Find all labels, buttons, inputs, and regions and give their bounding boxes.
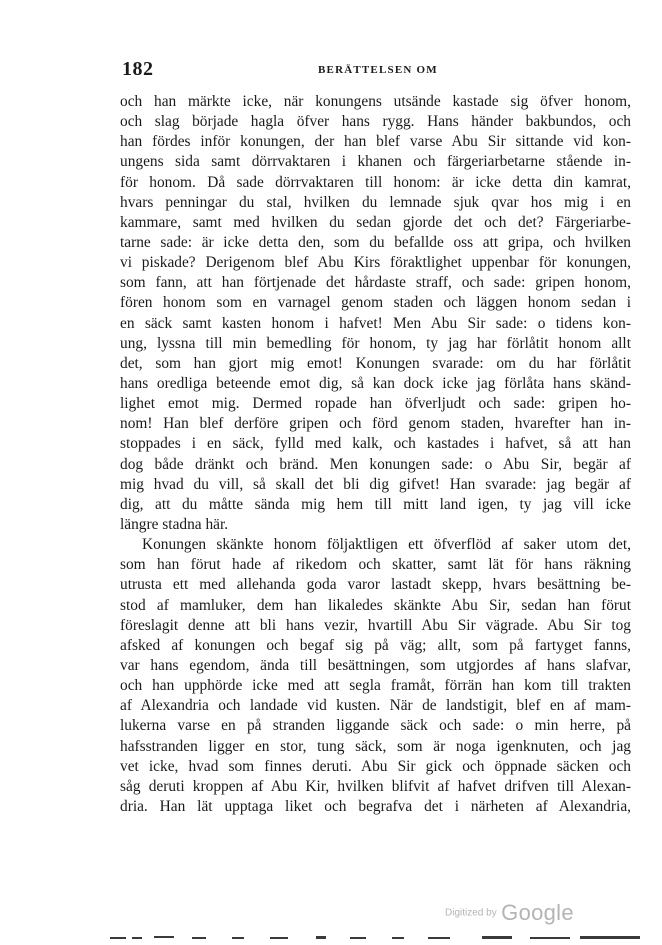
- text-line: och han upphörde icke med att segla framåt, förrän han kom till trakten: [120, 677, 631, 695]
- footer-scan-marks: [110, 935, 645, 940]
- text-line: såg deruti kroppen af Abu Kir, hvilken blifvit af hafvet drifven till Alexan-: [120, 777, 631, 795]
- text-line: mig hvad du vill, så skall det bli dig gifvet! Han svarade: jag begär af: [120, 475, 631, 493]
- text-line: dig, att du måtte sända mig hem till mitt land igen, ty jag vill icke: [120, 495, 631, 513]
- text-line: fören honom som en varnagel genom staden och läggen honom sedan i: [120, 294, 631, 312]
- text-line: det, som han gjort mig emot! Konungen svarade: om du har förlåtit: [120, 354, 631, 372]
- google-logo: Google: [501, 900, 574, 925]
- text-line: stod af mamluker, dem han likaledes skänkte Abu Sir, sedan han förut: [120, 596, 631, 614]
- text-line: tarne sade: är icke detta den, som du befallde oss att gripa, och hvilken: [120, 233, 631, 251]
- text-line: kammare, samt med hvilken du sedan gjorde det och det? Färgeriarbe-: [120, 213, 631, 231]
- digitized-by-watermark: [445, 900, 574, 926]
- text-line: hans oredliga beteende emot dig, så kan dock icke jag förlåta hans skänd-: [120, 374, 631, 392]
- text-line: och slag började hagla öfver hans rygg. Hans händer bakbundos, och: [120, 113, 631, 131]
- text-line: utrusta ett med allehanda goda varor lastadt skepp, hvars besättning be-: [120, 576, 631, 594]
- text-line: hvars penningar du stal, hvilken du lemnade sjuk qvar hos mig i en: [120, 193, 631, 211]
- text-line: ungens sida samt dörrvaktaren i khanen och färgeriarbetarne stående in-: [120, 153, 631, 171]
- body-text: [120, 92, 631, 817]
- text-line: nom! Han blef derföre gripen och förd genom staden, hvarefter han in-: [120, 415, 631, 433]
- text-line: lukerna varse en på stranden liggande säck och sade: o min herre, på: [120, 717, 631, 735]
- text-line: och han märkte icke, när konungens utsände kastade sig öfver honom,: [120, 93, 631, 110]
- text-line: stoppades i en säck, fylld med kalk, och kastades i hafvet, så att han: [120, 435, 631, 453]
- text-line: som han förut hade af rikedom och skatter, samt lät för hans räkning: [120, 556, 631, 574]
- text-line: längre stadna här.: [120, 515, 229, 533]
- text-line: af Alexandria och landade vid kusten. När de landstigit, blef en af mam-: [120, 697, 631, 715]
- watermark-prefix: Digitized by: [445, 907, 497, 919]
- page-header: [122, 58, 632, 84]
- text-line: föreslagit denne att bli hans vezir, hvartill Abu Sir vägrade. Abu Sir tog: [120, 616, 631, 634]
- text-line: ung, lyssna till min bemedling för honom, ty jag har förlåtit honom allt: [120, 334, 631, 352]
- text-line: som fann, att han förtjenade det hårdaste straff, och sade: gripen honom,: [120, 274, 631, 292]
- text-line: Konungen skänkte honom följaktligen ett öfverflöd af saker utom det,: [142, 536, 631, 554]
- text-line: dria. Han lät upptaga liket och begrafva det i närheten af Alexandria,: [120, 797, 631, 815]
- text-line: dog både dränkt och bränd. Men konungen sade: o Abu Sir, begär af: [120, 455, 631, 473]
- text-line: för honom. Då sade dörrvaktaren till honom: är icke detta din kamrat,: [120, 173, 631, 191]
- text-line: lighet emot mig. Dermed ropade han öfverljudt och sade: gripen ho-: [120, 395, 631, 413]
- page-number: 182: [122, 58, 154, 80]
- text-line: vet icke, hvad som finnes deruti. Abu Sir gick och öppnade säcken och: [120, 757, 631, 775]
- text-line: vi piskade? Derigenom blef Abu Kirs föraktlighet uppenbar för konungen,: [120, 254, 631, 272]
- text-line: en säck samt kasten honom i hafvet! Men Abu Sir sade: o tidens kon-: [120, 314, 631, 332]
- running-head: BERÄTTELSEN OM: [318, 64, 438, 76]
- text-line: afsked af konungen och begaf sig på väg; allt, som på fartyget fanns,: [120, 636, 631, 654]
- text-line: var hans egendom, ända till besättningen, som utgjordes af hans slafvar,: [120, 656, 631, 674]
- text-line: han fördes inför konungen, der han blef varse Abu Sir sittande vid kon-: [120, 133, 631, 151]
- text-line: hafsstranden ligger en stor, tung säck, som är noga igenknuten, och jag: [120, 737, 631, 755]
